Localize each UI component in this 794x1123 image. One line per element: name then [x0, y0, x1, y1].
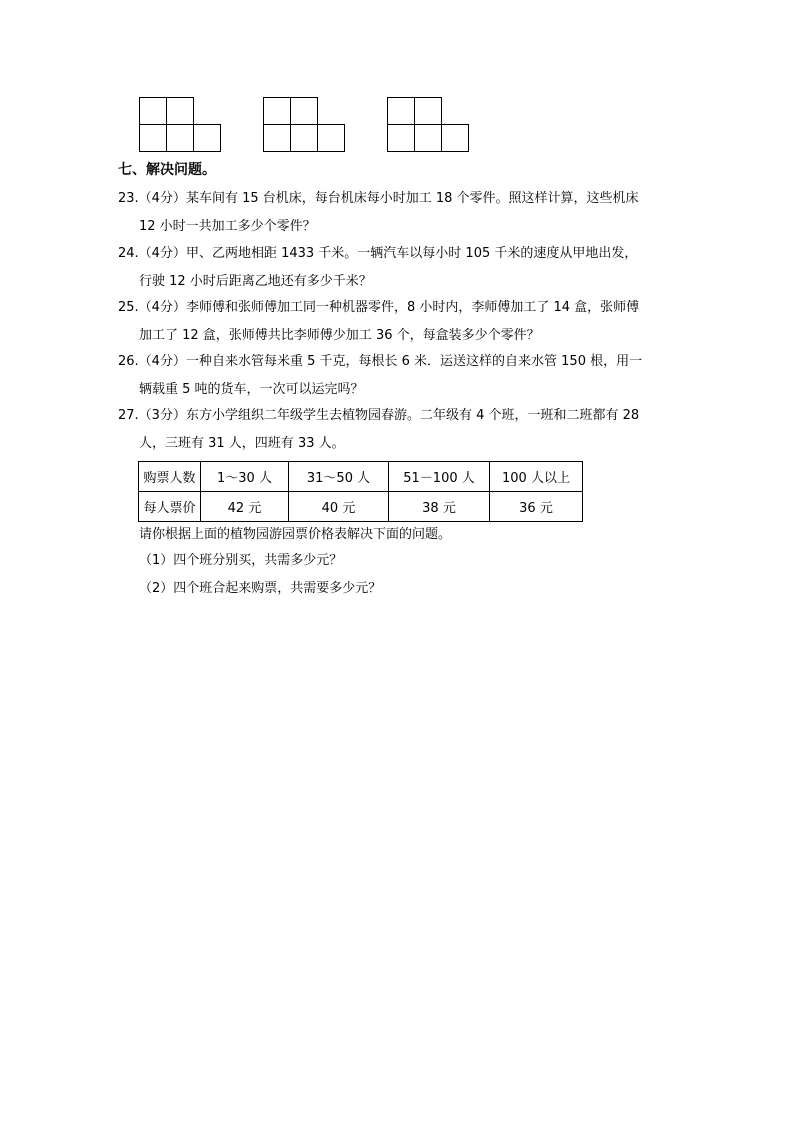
table-cell: 100 人以上 [490, 462, 583, 492]
table-cell: 38 元 [389, 492, 490, 522]
instruction-text: 请你根据上面的植物园游园票价格表解决下面的问题。 [139, 527, 452, 542]
table-cell: 40 元 [289, 492, 389, 522]
question-24 [118, 240, 678, 296]
ticket-price-table [138, 461, 583, 522]
question-26 [118, 348, 678, 404]
table-cell: 51－100 人 [389, 462, 490, 492]
table-cell: 31～50 人 [289, 462, 389, 492]
question-line: 行驶 12 小时后距离乙地还有多少千米？ [139, 274, 372, 289]
square-grid-shape [263, 97, 347, 153]
table-cell: 1～30 人 [201, 462, 289, 492]
question-line: 辆载重 5 吨的货车，一次可以运完吗？ [139, 382, 364, 397]
sub-question-1: （1）四个班分别买，共需多少元？ [139, 553, 343, 568]
grid-figure-3 [387, 97, 471, 153]
sub-question-2: （2）四个班合起来购票，共需要多少元？ [139, 581, 382, 596]
table-cell: 36 元 [490, 492, 583, 522]
square-grid-shape [387, 97, 471, 153]
grid-figure-1 [139, 97, 223, 153]
question-line: 加工了 12 盒，张师傅共比李师傅少加工 36 个，每盒装多少个零件？ [139, 328, 540, 343]
question-line: 27.（3分）东方小学组织二年级学生去植物园春游。二年级有 4 个班，一班和二班都有 28 [118, 408, 640, 423]
question-23 [118, 185, 678, 241]
table-row [139, 492, 583, 522]
table-row-header: 购票人数 [139, 462, 201, 492]
square-grid-shape [139, 97, 223, 153]
section-title: 七、解决问题。 [118, 162, 216, 178]
table-row-header: 每人票价 [139, 492, 201, 522]
question-25 [118, 294, 678, 350]
question-27 [118, 402, 678, 458]
question-line: 24.（4分）甲、乙两地相距 1433 千米。一辆汽车以每小时 105 千米的速度从甲地出发， [118, 246, 638, 261]
table-row [139, 462, 583, 492]
question-line: 人，三班有 31 人，四班有 33 人。 [139, 436, 345, 451]
question-line: 12 小时一共加工多少个零件？ [139, 219, 316, 234]
question-line: 26.（4分）一种自来水管每米重 5 千克，每根长 6 米．运送这样的自来水管 150 根，用一 [118, 354, 643, 369]
grid-figure-2 [263, 97, 347, 153]
table-cell: 42 元 [201, 492, 289, 522]
question-line: 23.（4分）某车间有 15 台机床，每台机床每小时加工 18 个零件。照这样计算，这些机床 [118, 191, 639, 206]
question-line: 25.（4分）李师傅和张师傅加工同一种机器零件，8 小时内，李师傅加工了 14 盒，张师傅 [118, 300, 640, 315]
